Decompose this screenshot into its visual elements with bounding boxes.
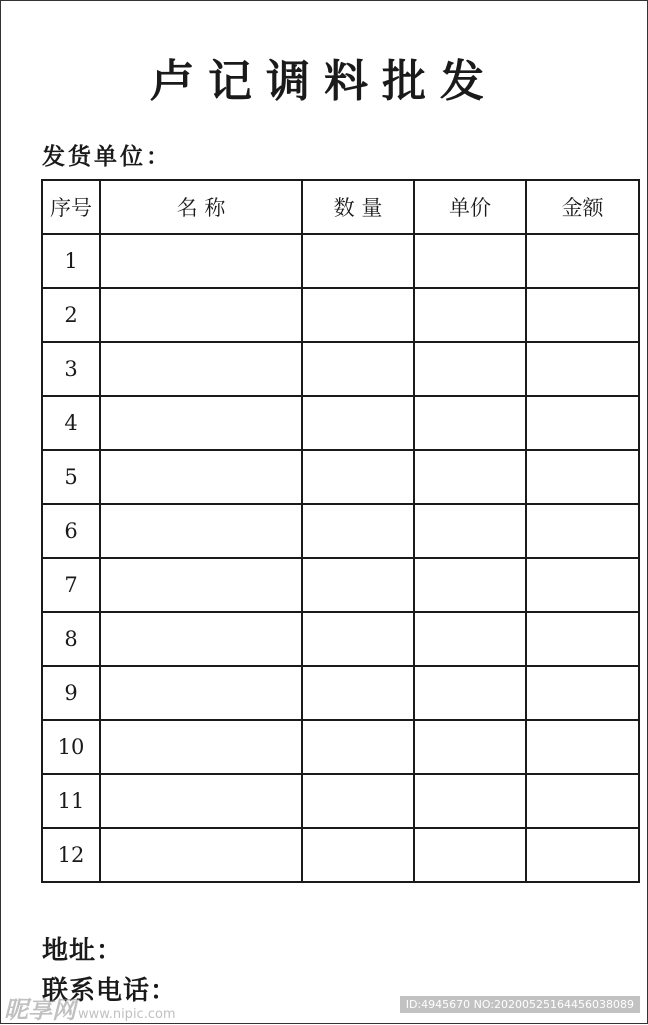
cell-quantity[interactable] [302, 828, 414, 882]
cell-unit-price[interactable] [414, 234, 526, 288]
watermark-url: www.nipic.com [78, 1007, 176, 1022]
table-row [42, 450, 639, 504]
cell-amount[interactable] [526, 612, 639, 666]
cell-unit-price[interactable] [414, 828, 526, 882]
cell-unit-price[interactable] [414, 342, 526, 396]
table-row [42, 342, 639, 396]
cell-unit-price[interactable] [414, 666, 526, 720]
header-quantity: 数 量 [302, 180, 414, 234]
table-row [42, 504, 639, 558]
page-title: 卢记调料批发 [150, 56, 498, 107]
cell-name[interactable] [100, 288, 302, 342]
table-row [42, 612, 639, 666]
cell-name[interactable] [100, 666, 302, 720]
cell-name[interactable] [100, 234, 302, 288]
cell-unit-price[interactable] [414, 720, 526, 774]
address-label: 地址： [42, 936, 124, 966]
cell-name[interactable] [100, 396, 302, 450]
cell-unit-price[interactable] [414, 774, 526, 828]
cell-index: 6 [42, 504, 100, 558]
cell-name[interactable] [100, 558, 302, 612]
cell-amount[interactable] [526, 450, 639, 504]
cell-unit-price[interactable] [414, 558, 526, 612]
cell-amount[interactable] [526, 288, 639, 342]
cell-quantity[interactable] [302, 504, 414, 558]
cell-index: 9 [42, 666, 100, 720]
cell-amount[interactable] [526, 828, 639, 882]
header-index: 序号 [42, 180, 100, 234]
watermark-logo-text: 昵享网 [4, 996, 76, 1024]
cell-index: 2 [42, 288, 100, 342]
cell-amount[interactable] [526, 666, 639, 720]
cell-quantity[interactable] [302, 612, 414, 666]
cell-amount[interactable] [526, 504, 639, 558]
header-amount: 金额 [526, 180, 639, 234]
cell-amount[interactable] [526, 342, 639, 396]
cell-unit-price[interactable] [414, 396, 526, 450]
cell-index: 10 [42, 720, 100, 774]
cell-unit-price[interactable] [414, 504, 526, 558]
cell-amount[interactable] [526, 558, 639, 612]
cell-name[interactable] [100, 342, 302, 396]
table-row [42, 288, 639, 342]
cell-name[interactable] [100, 720, 302, 774]
table-body [42, 234, 639, 882]
cell-quantity[interactable] [302, 396, 414, 450]
cell-quantity[interactable] [302, 234, 414, 288]
cell-name[interactable] [100, 828, 302, 882]
cell-quantity[interactable] [302, 342, 414, 396]
cell-index: 5 [42, 450, 100, 504]
table-row [42, 396, 639, 450]
phone-label: 联系电话： [42, 976, 178, 1006]
header-unit-price: 单价 [414, 180, 526, 234]
order-table [41, 179, 640, 883]
table-row [42, 774, 639, 828]
table-row [42, 234, 639, 288]
watermark-id: ID:4945670 NO:20200525164456038089 [400, 996, 640, 1013]
cell-index: 11 [42, 774, 100, 828]
table-row [42, 558, 639, 612]
cell-index: 12 [42, 828, 100, 882]
cell-index: 1 [42, 234, 100, 288]
cell-index: 8 [42, 612, 100, 666]
cell-quantity[interactable] [302, 450, 414, 504]
watermark-logo [4, 990, 176, 1025]
consignee-label: 发货单位： [42, 143, 172, 170]
table-row [42, 828, 639, 882]
table-row [42, 666, 639, 720]
table-header-row [42, 180, 639, 234]
cell-index: 7 [42, 558, 100, 612]
cell-unit-price[interactable] [414, 450, 526, 504]
cell-name[interactable] [100, 504, 302, 558]
cell-quantity[interactable] [302, 288, 414, 342]
cell-name[interactable] [100, 450, 302, 504]
cell-index: 3 [42, 342, 100, 396]
cell-name[interactable] [100, 612, 302, 666]
cell-index: 4 [42, 396, 100, 450]
cell-quantity[interactable] [302, 774, 414, 828]
cell-unit-price[interactable] [414, 612, 526, 666]
cell-amount[interactable] [526, 234, 639, 288]
cell-quantity[interactable] [302, 720, 414, 774]
header-name: 名 称 [100, 180, 302, 234]
cell-quantity[interactable] [302, 666, 414, 720]
cell-amount[interactable] [526, 396, 639, 450]
cell-unit-price[interactable] [414, 288, 526, 342]
table-row [42, 720, 639, 774]
cell-amount[interactable] [526, 720, 639, 774]
cell-name[interactable] [100, 774, 302, 828]
cell-quantity[interactable] [302, 558, 414, 612]
cell-amount[interactable] [526, 774, 639, 828]
